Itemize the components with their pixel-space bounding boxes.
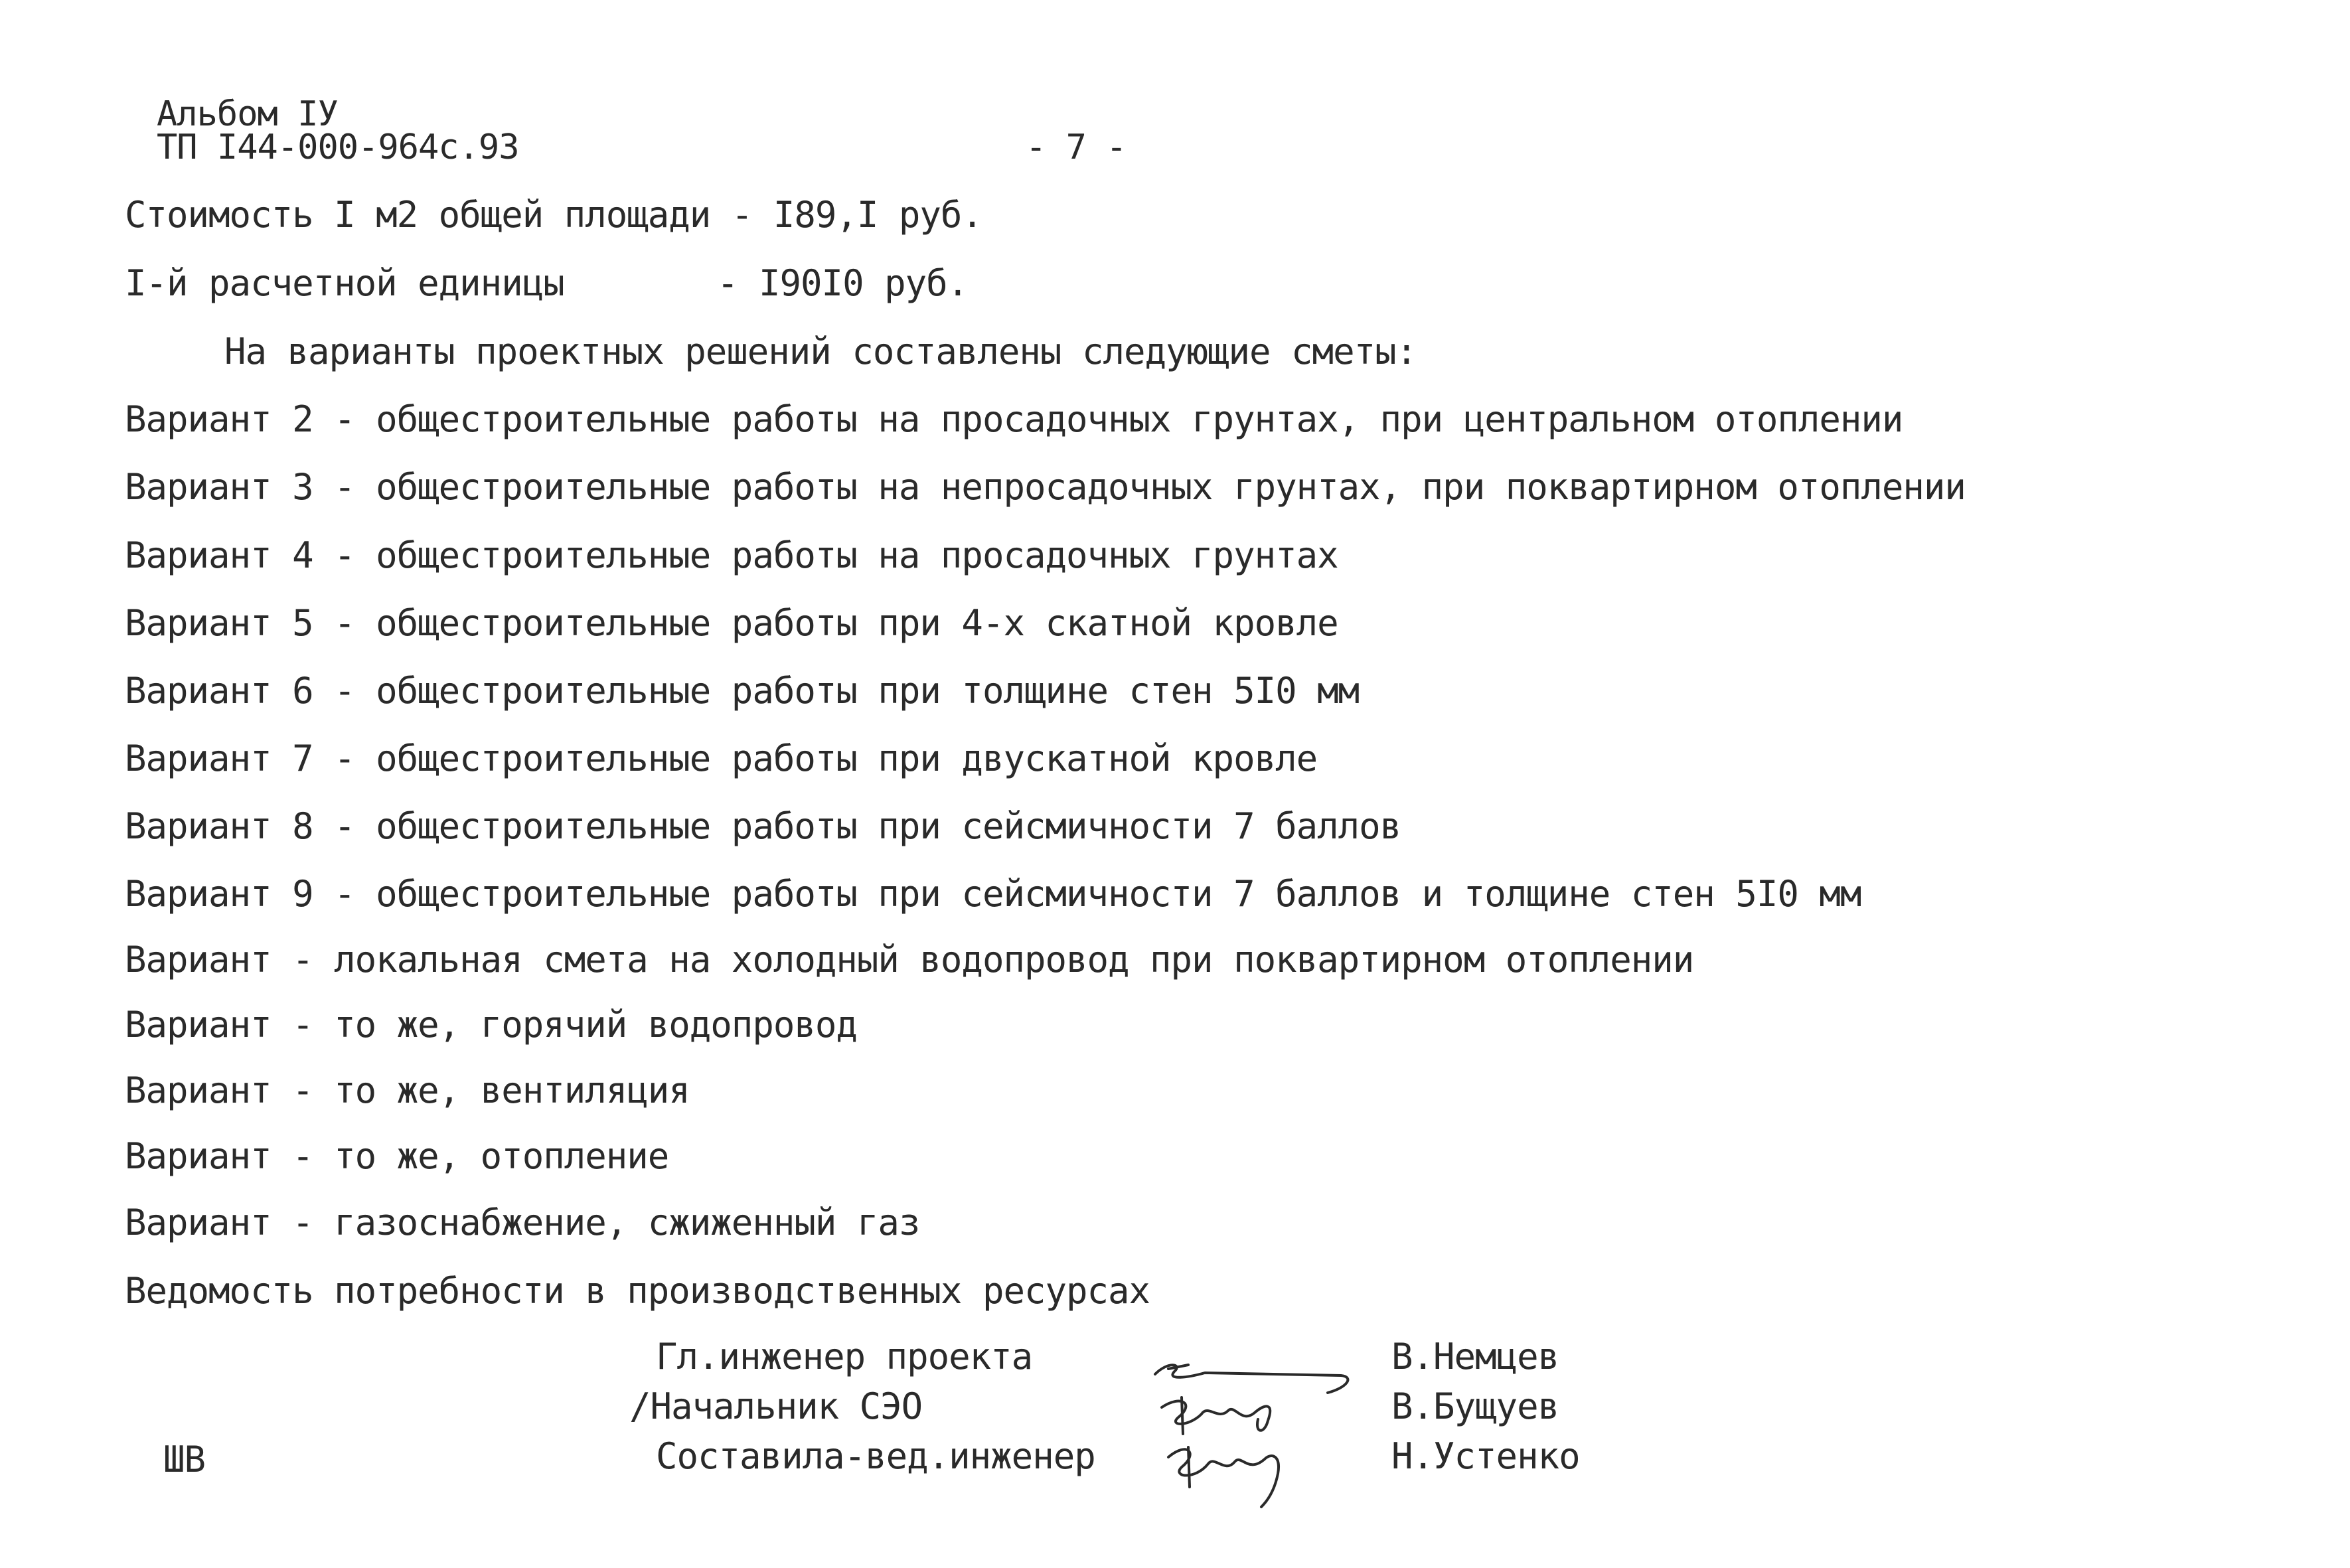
role-head-seo: /Начальник СЭО <box>629 1385 923 1427</box>
page-number: - 7 - <box>1026 127 1127 167</box>
cost-per-unit-value: - I90I0 руб. <box>717 262 969 304</box>
variant-line: Вариант 6 - общестроительные работы при толщине стен 5I0 мм <box>125 670 1360 712</box>
stamp-mark: ШВ <box>163 1439 206 1480</box>
variant-line: Вариант 7 - общестроительные работы при двускатной кровле <box>125 738 1318 779</box>
project-code: ТП I44-000-964с.93 <box>157 127 519 167</box>
variant-line: Вариант - то же, горячий водопровод <box>125 1004 857 1046</box>
role-lead-engineer: Составила-вед.инженер <box>656 1435 1095 1477</box>
album-label: Альбом IУ <box>157 94 338 134</box>
cost-per-m2: Стоимость I м2 общей площади - I89,I руб. <box>125 194 982 236</box>
handwritten-signatures-icon <box>1142 1341 1368 1514</box>
name-ustenko: Н.Устенко <box>1391 1435 1580 1477</box>
variant-line: Вариант - то же, отопление <box>125 1135 669 1177</box>
name-bushchuev: В.Бущуев <box>1391 1385 1559 1427</box>
intro-text: На варианты проектных решений составлены следующие сметы: <box>224 331 1417 372</box>
variant-line: Вариант 2 - общестроительные работы на просадочных грунтах, при центральном отоплении <box>125 398 1903 440</box>
variant-line: Вариант - газоснабжение, сжиженный газ <box>125 1202 920 1243</box>
resources-line: Ведомость потребности в производственных ресурсах <box>125 1270 1150 1312</box>
variant-line: Вариант - то же, вентиляция <box>125 1069 690 1111</box>
variant-line: Вариант - локальная смета на холодный водопровод при поквартирном отоплении <box>125 939 1694 980</box>
cost-per-unit-label: I-й расчетной единицы <box>125 262 564 304</box>
name-nemtsev: В.Немцев <box>1391 1336 1559 1377</box>
variant-line: Вариант 5 - общестроительные работы при 4-х скатной кровле <box>125 602 1338 644</box>
variant-line: Вариант 3 - общестроительные работы на непросадочных грунтах, при поквартирном отоплении <box>125 466 1966 508</box>
variant-line: Вариант 9 - общестроительные работы при сейсмичности 7 баллов и толщине стен 5I0 мм <box>125 873 1861 915</box>
variant-line: Вариант 8 - общестроительные работы при сейсмичности 7 баллов <box>125 805 1401 847</box>
variant-line: Вариант 4 - общестроительные работы на просадочных грунтах <box>125 534 1338 576</box>
role-chief-engineer: Гл.инженер проекта <box>656 1336 1033 1377</box>
